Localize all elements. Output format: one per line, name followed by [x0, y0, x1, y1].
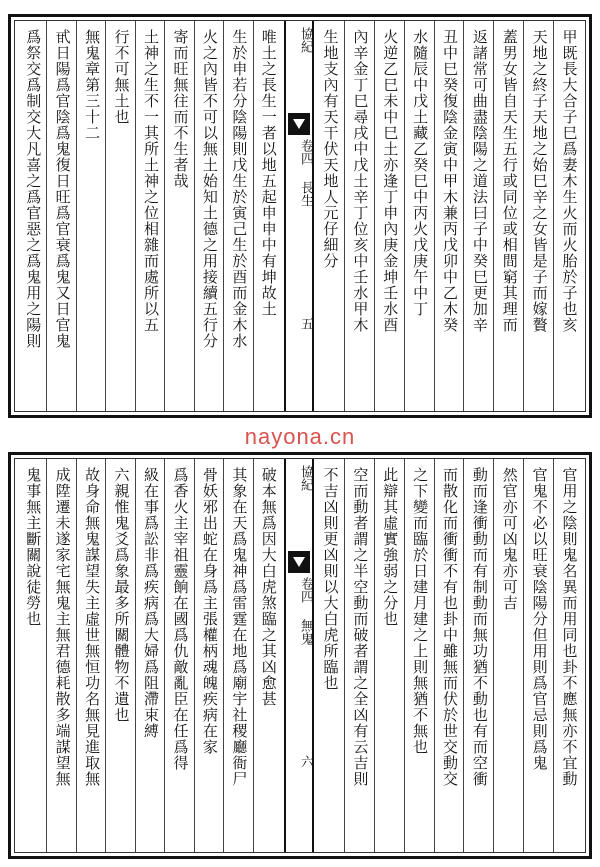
text-column: 爲祭交爲制交大凡喜之爲官惡之爲鬼用之陽則	[24, 29, 43, 349]
text-column: 甲既長大合子巳爲妻木生火而火胎於子也亥	[560, 29, 579, 333]
column-rule	[223, 21, 224, 411]
column-rule	[76, 459, 77, 852]
column-rule	[164, 21, 165, 411]
column-rule	[253, 21, 254, 411]
text-column: 火逆乙巳未中巳土亦逢丁申內庚金坤壬水酉	[381, 29, 400, 333]
text-column: 故身命無鬼謀望失主虛世無恒功名無見進取無	[83, 467, 102, 787]
column-rule	[223, 459, 224, 852]
text-column: 級在事爲訟非爲疾病爲大婦爲阻滯束縛	[142, 467, 160, 739]
column-rule	[344, 21, 345, 411]
text-column: 行不可無土也	[112, 29, 131, 125]
top-strip-section: 卷四	[298, 139, 313, 165]
text-column: 之下變而臨於日建月建之上則無猶不無也	[411, 467, 430, 755]
text-column: 鬼事無主斷關說徒勞也	[24, 467, 43, 627]
column-rule	[553, 459, 554, 852]
text-column: 然官亦可凶鬼亦可吉	[500, 467, 519, 611]
column-rule	[253, 459, 254, 852]
column-rule	[404, 459, 405, 852]
top-page-frame	[14, 20, 586, 412]
column-rule	[194, 459, 195, 852]
text-column: 空而動者謂之半空動而破者謂之全凶有云吉則	[351, 467, 370, 787]
bottom-strip-subtitle: 無鬼	[298, 619, 313, 645]
top-page	[8, 14, 592, 418]
text-column: 土神之生不一其所土神之位相雜而處所以五	[142, 29, 160, 333]
top-center-strip	[284, 21, 314, 411]
text-column: 甙日陽爲官陰爲鬼復日旺爲官衰爲鬼又日官鬼	[53, 29, 72, 349]
text-column: 不吉凶則更凶則以大白虎所臨也	[321, 467, 340, 691]
column-rule	[523, 459, 524, 852]
text-column: 火之內皆不可以無土始知土德之用接續五行分	[200, 29, 219, 349]
column-rule	[164, 459, 165, 852]
watermark: nayona.cn	[244, 424, 356, 449]
text-column: 骨妖邪出蛇在身爲主張權柄魂魄疾病在家	[200, 467, 219, 755]
text-column: 此辯其虛實強弱之分也	[381, 467, 400, 627]
column-rule	[46, 21, 47, 411]
text-column: 官用之陰則鬼名異而用同也卦不應無亦不宜動	[560, 467, 579, 787]
text-column: 水隨辰中戊土藏乙癸巳中丙火戊庚午中丁	[411, 29, 430, 317]
column-rule	[194, 21, 195, 411]
top-strip-title: 協紀	[298, 27, 313, 53]
column-rule	[434, 459, 435, 852]
text-column: 官鬼不必以旺衰陰陽分但用則爲官忌則爲鬼	[530, 467, 549, 771]
bottom-center-strip	[284, 459, 314, 852]
column-rule	[105, 21, 106, 411]
column-rule	[46, 459, 47, 852]
column-rule	[344, 459, 345, 852]
column-rule	[493, 21, 494, 411]
bottom-strip-page-no: 六	[298, 755, 313, 768]
column-rule	[135, 21, 136, 411]
column-rule	[553, 21, 554, 411]
text-column: 內辛金丁巳尋戌中戊土辛丁位亥中壬水甲木	[351, 29, 370, 333]
bottom-strip-title: 協紀	[298, 465, 313, 491]
column-rule	[374, 459, 375, 852]
text-column: 動而逢衝動而有制動而無功猶不動也有而空衝	[470, 467, 489, 787]
text-column: 六親惟鬼爻爲象最多所關體物不遺也	[112, 467, 131, 723]
bottom-page-frame	[14, 458, 586, 853]
text-column: 丑中巳癸復陰金寅中甲木兼丙戊卯中乙木癸	[441, 29, 459, 333]
text-column: 生於申若分陰陽則戊生於寅己生於酉而金木水	[230, 29, 249, 349]
column-rule	[463, 459, 464, 852]
text-column: 爲香火主宰祖靈餉在國爲仇敵亂臣在任爲得	[171, 467, 190, 771]
text-column: 無鬼章第三十二	[83, 29, 102, 141]
text-column: 其象在天爲鬼神爲雷霆在地爲廟宇社稷廳衙尸	[230, 467, 249, 787]
top-fish-tail-icon	[288, 113, 310, 135]
column-rule	[105, 459, 106, 852]
column-rule	[523, 21, 524, 411]
text-column: 寄而旺無往而不生者哉	[171, 29, 190, 189]
text-column: 唯土之長生一者以地五起申申中有坤故土	[259, 29, 278, 317]
column-rule	[434, 21, 435, 411]
top-strip-subtitle: 長生	[298, 181, 313, 207]
text-column: 成陞遷未遂家宅無鬼主無君德耗散多端謀望無	[53, 467, 72, 787]
text-column: 破本無爲因大白虎煞臨之其凶愈甚	[259, 467, 278, 707]
top-strip-page-no: 五	[298, 317, 313, 330]
text-column: 而散化而衝衝不有也卦中雖無而伏於世交動交	[441, 467, 459, 787]
column-rule	[374, 21, 375, 411]
bottom-page	[8, 452, 592, 859]
column-rule	[135, 459, 136, 852]
column-rule	[493, 459, 494, 852]
column-rule	[404, 21, 405, 411]
text-column: 天地之終子天地之始巳辛之女皆是子而嫁贅	[530, 29, 549, 333]
text-column: 蓋男女皆自天生五行或同位或相間窮其理而	[500, 29, 519, 333]
column-rule	[463, 21, 464, 411]
bottom-strip-section: 卷四	[298, 577, 313, 603]
text-column: 返諸常可曲盡陰陽之道法曰子中癸巳更加辛	[470, 29, 489, 333]
bottom-fish-tail-icon	[288, 551, 310, 573]
column-rule	[76, 21, 77, 411]
text-column: 生地支內有天干伏天地人元仔細分	[321, 29, 340, 269]
